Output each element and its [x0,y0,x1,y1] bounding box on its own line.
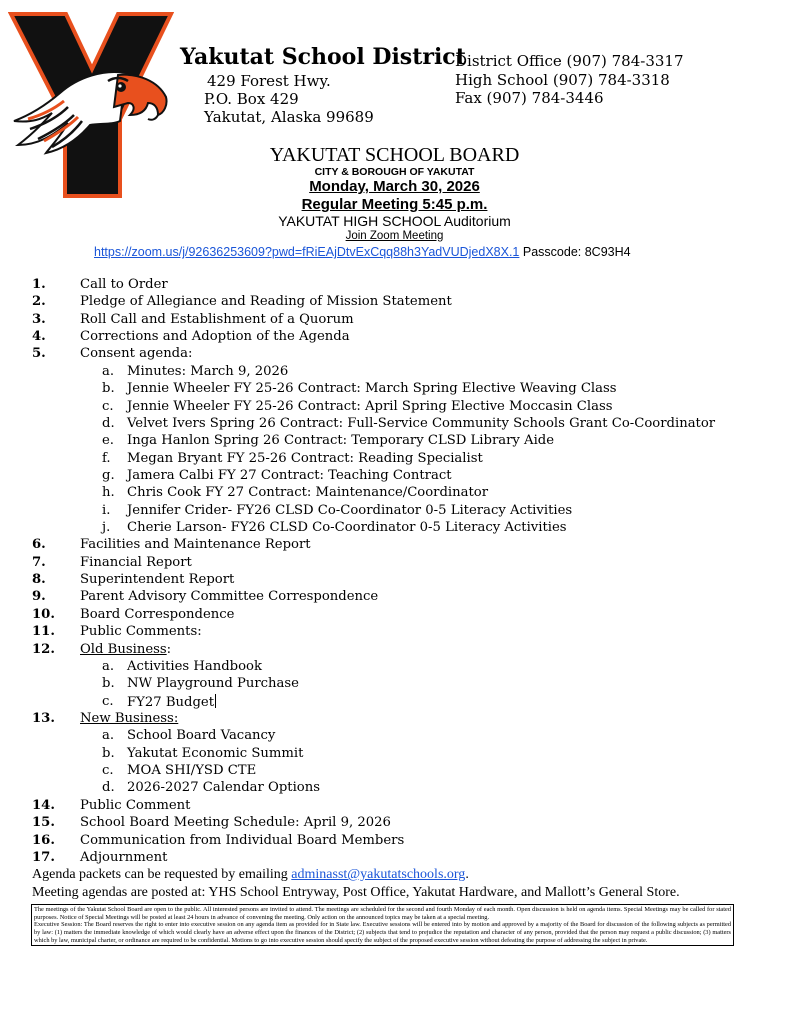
agenda-item [0,537,789,554]
agenda-subitem [0,468,789,485]
agenda-item-text [80,833,404,848]
address-line: P.O. Box 429 [204,90,299,108]
agenda-item-text [80,537,311,552]
agenda-subitem-text [127,763,256,778]
text-cursor [215,694,216,708]
agenda-subitem-text [127,416,715,431]
agenda-subitem-label: Cherie Larson- FY26 CLSD Co-Coordinator 0-5 Literacy Activities [127,520,567,536]
agenda-subitem-letter: b. [102,381,115,397]
agenda-subitem [0,780,789,797]
agenda-subitem [0,503,789,520]
agenda-subitem-text [127,780,320,795]
agenda-subitem-label: Jennie Wheeler FY 25-26 Contract: March Spring Elective Weaving Class [127,381,617,397]
agenda-subitem-letter: c. [102,763,114,779]
agenda-subitem-text [127,364,288,379]
agenda-subitem-letter: a. [102,728,115,744]
agenda-subitem-letter: c. [102,693,114,709]
email-link[interactable]: adminasst@yakutatschools.org [291,867,466,882]
agenda-subitem [0,416,789,433]
agenda-item-label: Parent Advisory Committee Correspondence [80,589,379,605]
agenda-subitem-letter: a. [102,363,115,379]
fax-number: Fax (907) 784-3446 [455,89,604,107]
agenda-subitem-label: Minutes: March 9, 2026 [127,363,289,379]
agenda-item-text [80,850,167,865]
agenda-subitem-label: Activities Handbook [127,658,262,674]
agenda-item [0,346,789,363]
agenda-item-number: 13. [32,710,55,726]
agenda-subitem-text [127,485,488,500]
agenda-item [0,815,789,832]
agenda-subitem [0,520,789,537]
agenda-item [0,294,789,311]
agenda-item-text [80,277,168,292]
address-line: 429 Forest Hwy. [207,72,331,90]
packets-end: . [465,867,469,882]
agenda-subitem [0,433,789,450]
agenda-subitem-label: School Board Vacancy [127,728,276,744]
agenda-subitem-text [127,468,452,483]
agenda-item-suffix: : [166,641,172,657]
agenda-item-number: 9. [32,589,46,605]
agenda-subitem-label: Chris Cook FY 27 Contract: Maintenance/Coordinator [127,485,489,501]
agenda-item-text [80,642,171,657]
agenda-subitem-text [127,728,275,743]
agenda-subitem-letter: a. [102,658,115,674]
address-line: Yakutat, Alaska 99689 [204,108,374,126]
agenda-list [0,277,789,867]
agenda-item-number: 3. [32,311,46,327]
executive-session-paragraph: Executive Session: The Board reserves the right to enter into executive session on any agenda item as provided for in State law. Executive sessions will be entered into by motion and approved by a majority of the Board for discussion of the following subjects as permitted by law: (1) matters the immediate knowledge of which would clearly have an adverse effect upon the finances of the District; (2) subjects that tend to prejudice the reputation and character of any person, provided that the person may request a public discussion; (3) matters which by law, municipal charter, or ordinance are required to be confidential. Motions to go into executive session should specify the subject of the proposed executive session without defeating the purpose of addressing the subject in private. [34,921,731,944]
agenda-subitem [0,485,789,502]
agenda-subitem-letter: d. [102,415,115,431]
agenda-item-number: 6. [32,537,46,553]
agenda-item-text [80,294,452,309]
agenda-subitem-text [127,399,613,414]
agenda-item [0,555,789,572]
agenda-subitem-label: Jamera Calbi FY 27 Contract: Teaching Contract [127,467,452,483]
agenda-subitem-letter: d. [102,780,115,796]
agenda-subitem-label: 2026-2027 Calendar Options [127,780,321,796]
agenda-item-number: 7. [32,554,46,570]
agenda-item-text [80,798,190,813]
agenda-subitem-text [127,433,554,448]
zoom-passcode: Passcode: 8C93H4 [522,245,631,259]
join-zoom-label: Join Zoom Meeting [345,230,444,242]
agenda-subitem-letter: f. [102,450,111,466]
agenda-item-text [80,589,378,604]
meeting-type: Regular Meeting 5:45 p.m. [301,196,488,213]
high-school-phone: High School (907) 784-3318 [455,71,670,89]
district-office-phone: District Office (907) 784-3317 [455,52,684,70]
agenda-item [0,798,789,815]
agenda-item-label: Roll Call and Establishment of a Quorum [80,311,354,327]
agenda-item-text [80,572,234,587]
zoom-link[interactable]: https://zoom.us/j/92636253609?pwd=fRiEAjDtvExCqq88h3YadVUDjedX8X.1 [94,245,520,259]
agenda-subitem-text [127,676,299,691]
agenda-subitem-label: Jennifer Crider- FY26 CLSD Co-Coordinator 0-5 Literacy Activities [127,502,573,518]
agenda-item-number: 17. [32,849,55,865]
agenda-item-text [80,607,234,622]
agenda-item-label: Pledge of Allegiance and Reading of Mission Statement [80,294,452,310]
meeting-location: YAKUTAT HIGH SCHOOL Auditorium [278,213,511,229]
agenda-item [0,607,789,624]
agenda-subitem-text [127,694,216,710]
agenda-item-label: Superintendent Report [80,572,235,588]
agenda-item-label: Facilities and Maintenance Report [80,537,311,553]
agenda-item-number: 12. [32,641,55,657]
agenda-subitem-label: Jennie Wheeler FY 25-26 Contract: April Spring Elective Moccasin Class [127,398,613,414]
agenda-subitem-letter: c. [102,398,114,414]
agenda-subitem-label: Megan Bryant FY 25-26 Contract: Reading Specialist [127,450,483,466]
agenda-item [0,833,789,850]
board-title: YAKUTAT SCHOOL BOARD [269,144,520,166]
agenda-item-label: New Business: [80,710,179,726]
agenda-item-number: 10. [32,606,55,622]
agenda-item-number: 11. [32,624,55,640]
agenda-subitem [0,399,789,416]
agenda-item [0,277,789,294]
agenda-item-label: Communication from Individual Board Members [80,832,405,848]
agenda-item-text [80,711,178,726]
agenda-item-number: 14. [32,797,55,813]
agenda-item-label: Financial Report [80,554,192,570]
agenda-item [0,711,789,728]
notice-paragraph: The meetings of the Yakutat School Board are open to the public. All interested persons are invited to attend. The meetings are scheduled for the second and fourth Monday of each month. Open discussion is held on agenda items. Special Meetings may be called for stated purposes. Notice of Special Meetings will be posted at least 24 hours in advance of convening the meeting. Only action on the announced topics may be taken at a special meeting. [34,906,731,921]
public-notice-box [31,904,734,946]
agenda-item [0,642,789,659]
agenda-subitem [0,728,789,745]
agenda-item-text [80,624,202,639]
agenda-subitem-text [127,659,262,674]
agenda-item-label: School Board Meeting Schedule: April 9, 2026 [80,815,391,831]
agenda-item [0,624,789,641]
agenda-subitem [0,763,789,780]
agenda-item-label: Adjournment [80,849,168,865]
packets-text: Agenda packets can be requested by emailing [32,867,292,882]
agenda-item-label: Public Comment [80,797,191,813]
agenda-subitem-letter: g. [102,467,115,483]
agenda-subitem-letter: j. [102,520,111,536]
agenda-item-text [80,815,391,830]
agenda-item-text [80,555,192,570]
agenda-subitem-text [127,503,572,518]
agenda-item-number: 15. [32,815,55,831]
agenda-subitem-letter: h. [102,485,115,501]
agenda-item-label: Public Comments: [80,624,202,640]
agenda-subitem [0,694,789,711]
agenda-item-number: 16. [32,832,55,848]
agenda-subitem-label: Inga Hanlon Spring 26 Contract: Temporary CLSD Library Aide [127,433,555,449]
agenda-item-number: 5. [32,346,46,362]
agenda-subitem-letter: e. [102,433,114,449]
meeting-date: Monday, March 30, 2026 [309,178,480,195]
agenda-item-label: Old Business [80,641,167,657]
agenda-item-number: 1. [32,277,46,292]
agenda-item-number: 8. [32,572,46,588]
agenda-item-label: Consent agenda: [80,346,193,362]
agenda-subitem-text [127,381,617,396]
agenda-subitem-label: FY27 Budget [127,694,215,710]
district-name: Yakutat School District [180,44,466,70]
agenda-subitem-text [127,746,303,761]
agenda-subitem [0,676,789,693]
posting-locations: Meeting agendas are posted at: YHS School Entryway, Post Office, Yakutat Hardware, and Mallott’s General Store. [32,885,680,900]
agenda-subitem-label: MOA SHI/YSD CTE [127,763,257,779]
agenda-subitem [0,364,789,381]
city-borough: CITY & BOROUGH OF YAKUTAT [314,166,475,178]
agenda-item [0,850,789,867]
agenda-subitem [0,381,789,398]
agenda-item-text [80,346,192,361]
agenda-item-label: Board Correspondence [80,606,235,622]
agenda-subitem [0,659,789,676]
agenda-subitem-label: Yakutat Economic Summit [127,745,304,761]
agenda-item-number: 2. [32,294,46,310]
agenda-item-label: Corrections and Adoption of the Agenda [80,329,350,345]
agenda-subitem [0,746,789,763]
agenda-item-text [80,329,350,344]
agenda-subitem-label: Velvet Ivers Spring 26 Contract: Full-Service Community Schools Grant Co-Coordinator [127,415,716,431]
agenda-subitem-letter: b. [102,745,115,761]
agenda-subitem-text [127,520,567,535]
agenda-subitem-text [127,451,483,466]
agenda-item-text [80,312,354,327]
agenda-subitem [0,451,789,468]
agenda-item [0,589,789,606]
agenda-item [0,572,789,589]
agenda-item-label: Call to Order [80,277,168,292]
agenda-item [0,312,789,329]
zoom-line [94,245,631,259]
agenda-subitem-label: NW Playground Purchase [127,676,299,692]
agenda-packets-note [32,867,469,883]
agenda-item [0,329,789,346]
agenda-item-number: 4. [32,329,46,345]
agenda-subitem-letter: b. [102,676,115,692]
agenda-subitem-letter: i. [102,502,111,518]
